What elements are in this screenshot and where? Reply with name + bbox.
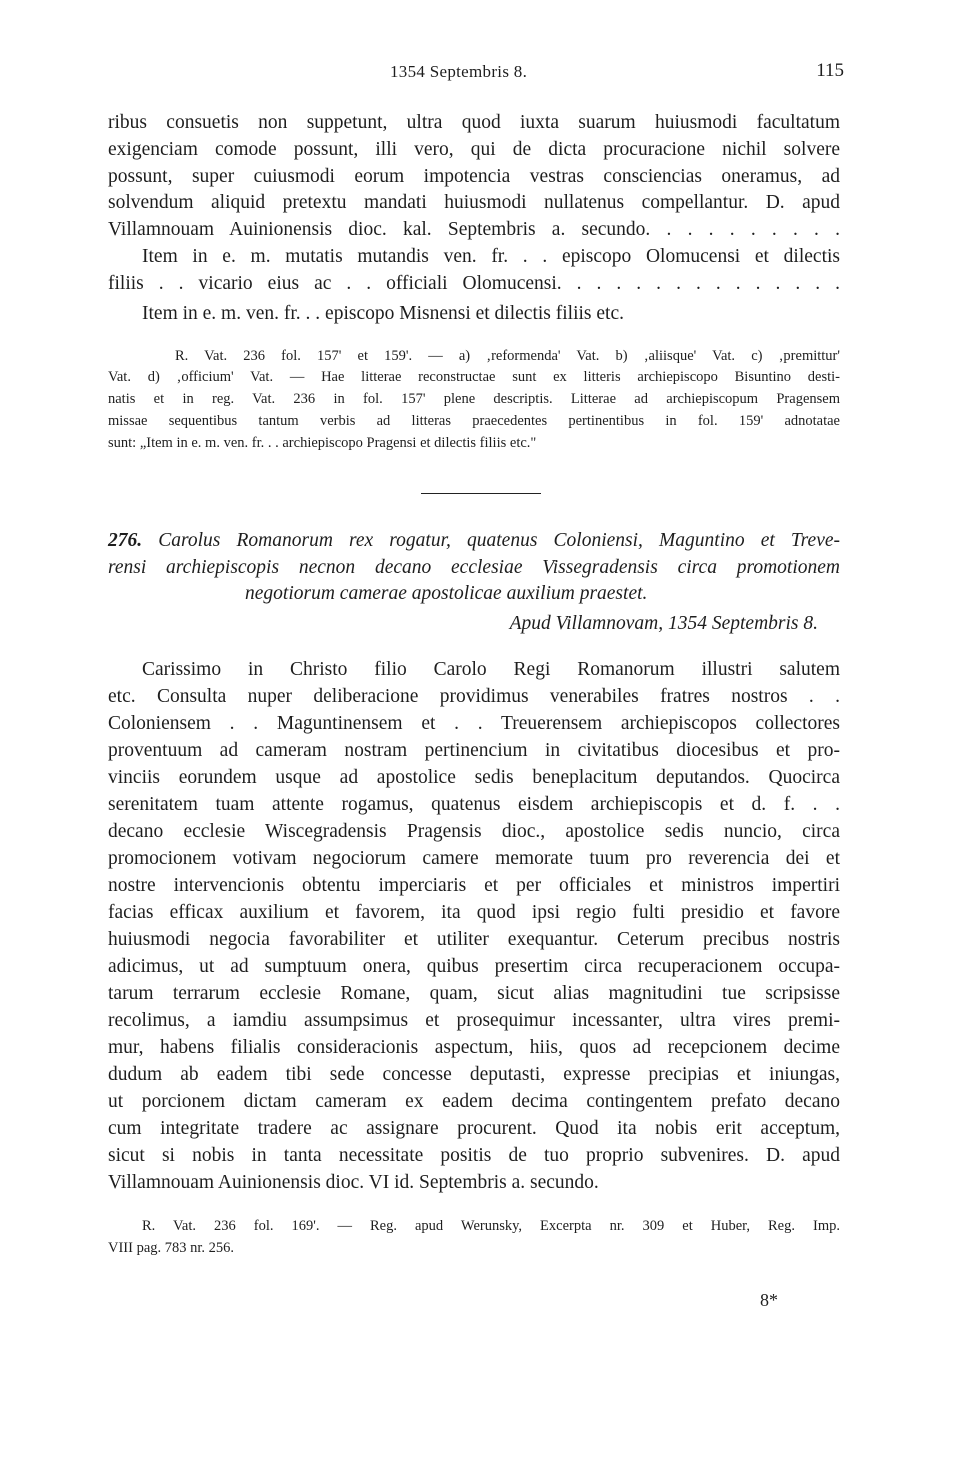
body-line: promocionem votivam negociorum camere memorate tuum pro reverencia dei et (108, 848, 840, 869)
note-line: natis et in reg. Vat. 236 in fol. 157' plene descriptis. Litterae ad archiepiscopum Pragensem (108, 391, 840, 407)
note-line: R. Vat. 236 fol. 169'. — Reg. apud Werunsky, Excerpta nr. 309 et Huber, Reg. Imp. (142, 1218, 840, 1234)
text-line: ribus consuetis non suppetunt, ultra quod iuxta suarum huiusmodi facultatum (108, 112, 840, 133)
body-line: huiusmodi negocia favorabiliter et utiliter exequantur. Ceterum precibus nostris (108, 929, 840, 950)
note-line: R. Vat. 236 fol. 157' et 159'. — a) ‚reformenda' Vat. b) ‚aliisque' Vat. c) ‚premittur' (175, 348, 840, 364)
note-line: missae sequentibus tantum verbis ad litteras praecedentes pertinentibus in fol. 159' adnotatae (108, 413, 840, 429)
body-line: decano ecclesie Wiscegradensis Pragensis dioc., apostolice sedis nuncio, circa (108, 821, 840, 842)
text-line: solvendum aliquid pretextu mandati huiusmodi nullatenus compellantur. D. apud (108, 192, 840, 213)
body-line: recolimus, a iamdiu assumpsimus et prosequimur incessanter, ultra vires premi- (108, 1010, 840, 1031)
heading-line-2: rensi archiepiscopis necnon decano ecclesiae Vissegradensis circa promotionem (108, 557, 840, 578)
heading-text: Carolus Romanorum rex rogatur, quatenus Coloniensi, Maguntino et Treve- (158, 530, 841, 551)
heading-line-3: negotiorum camerae apostolicae auxilium praestet. (245, 583, 648, 604)
running-head-title: 1354 Septembris 8. (390, 62, 528, 81)
body-line: sicut si nobis in tanta necessitate positis de tuo proprio subvenires. D. apud (108, 1145, 840, 1166)
body-line: Carissimo in Christo filio Carolo Regi Romanorum illustri salutem (142, 659, 840, 680)
signature-mark: 8* (760, 1290, 778, 1310)
heading-line-1 (108, 530, 840, 552)
note-line: Vat. d) ‚officium' Vat. — Hae litterae reconstructae sunt ex litteris archiepiscopo Bisuntino desti- (108, 369, 840, 385)
running-head (0, 60, 960, 88)
body-line: serenitatem tuam attente rogamus, quatenus eisdem archiepiscopis et d. f. . . (108, 794, 840, 815)
body-line: vinciis eorundem usque ad apostolice sedis beneplacitum deputandos. Quocirca (108, 767, 840, 788)
body-line: nostre intervencionis obtentu imperciaris et per officiales et ministros impertiri (108, 875, 840, 896)
body-line: facias efficax auxilium et favorem, ita quod ipsi regio fulti presidio et favore (108, 902, 840, 923)
separator-rule (421, 493, 541, 494)
text-line: Item in e. m. mutatis mutandis ven. fr. . . episcopo Olomucensi et dilectis (142, 246, 840, 267)
body-line: etc. Consulta nuper deliberacione providimus venerabiles fratres nostros . . (108, 686, 840, 707)
text-line: Item in e. m. ven. fr. . . episcopo Misnensi et dilectis filiis etc. (142, 303, 624, 324)
body-line: proventuum ad cameram nostram pertinencium in civitatibus diocesibus et pro- (108, 740, 840, 761)
text-line: Villamnouam Auinionensis dioc. kal. Septembris a. secundo. . . . . . . . . . (108, 219, 840, 240)
body-line: tarum terrarum ecclesie Romane, quam, sicut alias magnitudini tue scripsisse (108, 983, 840, 1004)
document-number: 276. (108, 530, 143, 551)
body-line: dudum ab eadem tibi sede concesse deputasti, expresse precipias et iniungas, (108, 1064, 840, 1085)
text-line: filiis . . vicario eius ac . . officiali Olomucensi. . . . . . . . . . . . . . . (108, 273, 840, 294)
text-line: possunt, super cuiusmodi eorum impotencia vestras consciencias oneramus, ad (108, 166, 840, 187)
body-line: Villamnouam Auinionensis dioc. VI id. Septembris a. secundo. (108, 1172, 599, 1193)
date-place: Apud Villamnovam, 1354 Septembris 8. (509, 613, 818, 634)
body-line: ut porcionem dictam cameram ex eadem decima contingentem prefato decano (108, 1091, 840, 1112)
body-line: Coloniensem . . Maguntinensem et . . Treuerensem archiepiscopos collectores (108, 713, 840, 734)
page-number: 115 (816, 60, 844, 81)
body-line: mur, habens filialis consideracionis aspectum, hiis, quos ad recepcionem decime (108, 1037, 840, 1058)
note-line: VIII pag. 783 nr. 256. (108, 1240, 235, 1256)
note-line: sunt: „Item in e. m. ven. fr. . . archiepiscopo Pragensi et dilectis filiis etc." (108, 435, 537, 451)
body-line: adicimus, ut ad sumptuum onera, quibus presertim circa recuperacionem occupa- (108, 956, 840, 977)
text-line: exigenciam comode possunt, illi vero, qui de dicta procuracione nichil solvere (108, 139, 840, 160)
body-line: cum integritate tradere ac assignare procurent. Quod ita nobis erit acceptum, (108, 1118, 840, 1139)
